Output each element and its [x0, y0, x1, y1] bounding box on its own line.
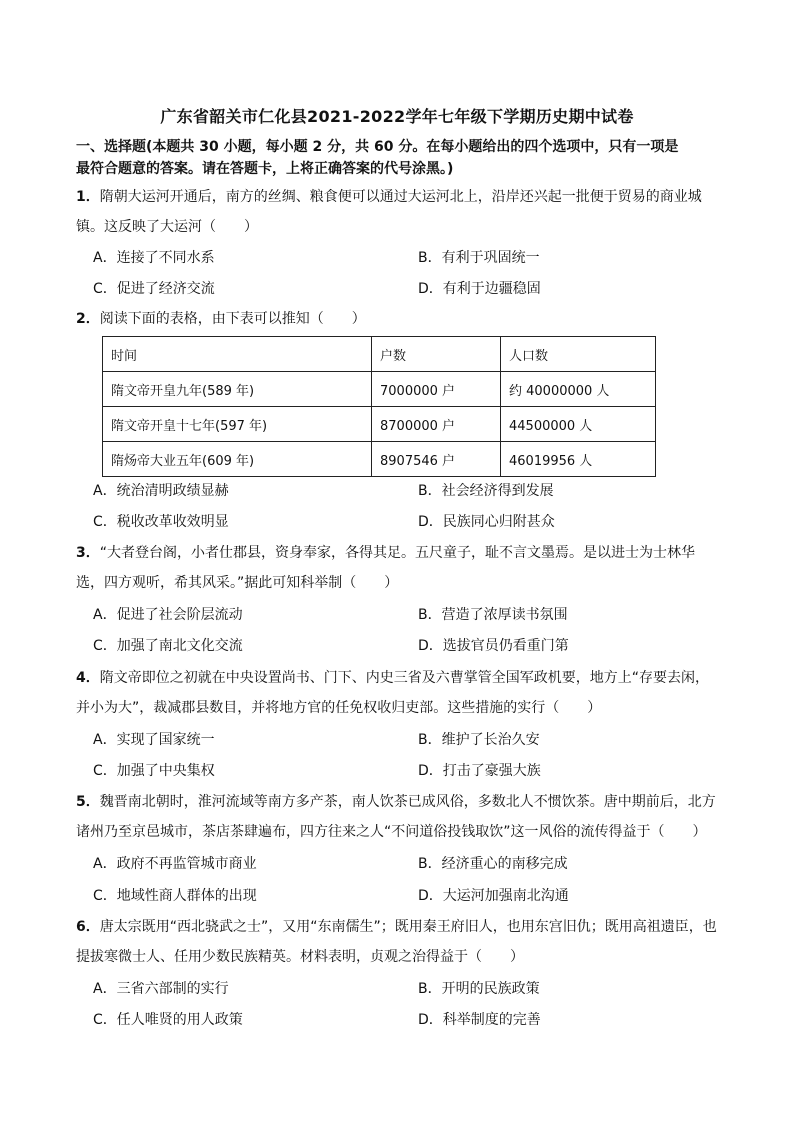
table-row — [103, 372, 656, 407]
question-3 — [76, 538, 756, 598]
table-cell: 8907546 户 — [372, 442, 501, 477]
question-4 — [76, 663, 756, 723]
option-d: D．选拔官员仍看重门第 — [418, 638, 569, 654]
section-instructions-line1: 一、选择题(本题共 30 小题，每小题 2 分，共 60 分。在每小题给出的四个选项中，只有一项是 — [76, 139, 679, 155]
exam-title: 广东省韶关市仁化县2021-2022学年七年级下学期历史期中试卷 — [160, 107, 634, 126]
question-text-cont: 诸州乃至京邑城市，茶店茶肆遍布，四方往来之人“不问道俗投钱取饮”这一风俗的流传得益于（ ） — [76, 824, 707, 840]
question-number: 4． — [76, 670, 100, 686]
question-number: 5． — [76, 794, 100, 810]
option-a: A．三省六部制的实行 — [93, 981, 229, 997]
option-b: B．维护了长治久安 — [418, 732, 540, 748]
table-cell: 44500000 人 — [501, 407, 656, 442]
question-text-cont: 提拔寒微士人、任用少数民族精英。材料表明，贞观之治得益于（ ） — [76, 949, 524, 965]
option-b: B．营造了浓厚读书氛围 — [418, 607, 568, 623]
option-a: A．实现了国家统一 — [93, 732, 215, 748]
option-d: D．大运河加强南北沟通 — [418, 888, 569, 904]
option-a: A．政府不再监管城市商业 — [93, 856, 257, 872]
table-header-row — [103, 337, 656, 372]
option-b: B．开明的民族政策 — [418, 981, 540, 997]
section-instructions — [76, 136, 776, 180]
table-header-cell: 时间 — [103, 337, 372, 372]
option-d: D．科举制度的完善 — [418, 1012, 541, 1028]
table-cell: 隋文帝开皇九年(589 年) — [103, 372, 372, 407]
table-row — [103, 442, 656, 477]
table-cell: 8700000 户 — [372, 407, 501, 442]
option-a: A．统治清明政绩显赫 — [93, 483, 229, 499]
question-2 — [76, 304, 756, 334]
question-number: 2． — [76, 311, 100, 327]
table-cell: 隋文帝开皇十七年(597 年) — [103, 407, 372, 442]
option-c: C．地域性商人群体的出现 — [93, 888, 257, 904]
question-text: 阅读下面的表格，由下表可以推知（ ） — [99, 311, 366, 327]
question-number: 6． — [76, 919, 100, 935]
option-b: B．经济重心的南移完成 — [418, 856, 568, 872]
question-text: 隋朝大运河开通后，南方的丝绸、粮食便可以通过大运河北上，沿岸还兴起一批便于贸易的商业城 — [99, 189, 702, 205]
question-6 — [76, 912, 756, 972]
table-cell: 7000000 户 — [372, 372, 501, 407]
question-text-cont: 选，四方观听，希其风采。”据此可知科举制（ ） — [76, 575, 399, 591]
table-row — [103, 407, 656, 442]
option-c: C．加强了中央集权 — [93, 763, 215, 779]
table-cell: 隋炀帝大业五年(609 年) — [103, 442, 372, 477]
option-b: B．有利于巩固统一 — [418, 250, 540, 266]
option-c: C．促进了经济交流 — [93, 281, 215, 297]
table-cell: 46019956 人 — [501, 442, 656, 477]
question-text: 魏晋南北朝时，淮河流域等南方多产茶，南人饮茶已成风俗，多数北人不惯饮茶。唐中期前后，北方 — [99, 794, 716, 810]
section-instructions-line2: 最符合题意的答案。请在答题卡，上将正确答案的代号涂黑。) — [76, 161, 454, 177]
option-c: C．任人唯贤的用人政策 — [93, 1012, 243, 1028]
question-text: “大者登台阁，小者仕郡县，资身奉家，各得其足。五尺童子，耻不言文墨焉。是以进士为士林华 — [99, 545, 696, 561]
option-a: A．促进了社会阶层流动 — [93, 607, 243, 623]
option-d: D．打击了豪强大族 — [418, 763, 541, 779]
table-cell: 约 40000000 人 — [501, 372, 656, 407]
population-table — [102, 336, 656, 477]
question-text-cont: 镇。这反映了大运河（ ） — [76, 219, 258, 235]
question-number: 1． — [76, 189, 100, 205]
option-c: C．税收改革收效明显 — [93, 514, 229, 530]
option-c: C．加强了南北文化交流 — [93, 638, 243, 654]
option-b: B．社会经济得到发展 — [418, 483, 554, 499]
option-d: D．民族同心归附甚众 — [418, 514, 555, 530]
table-header-cell: 人口数 — [501, 337, 656, 372]
question-5 — [76, 787, 756, 847]
option-d: D．有利于边疆稳固 — [418, 281, 541, 297]
table-header-cell: 户数 — [372, 337, 501, 372]
question-text-cont: 并小为大”，裁减郡县数目，并将地方官的任免权收归吏部。这些措施的实行（ ） — [76, 700, 602, 716]
question-number: 3． — [76, 545, 100, 561]
question-text: 唐太宗既用“西北骁武之士”，又用“东南儒生”；既用秦王府旧人，也用东宫旧仇；既用高祖遗臣，也 — [99, 919, 717, 935]
question-1 — [76, 182, 756, 242]
question-text: 隋文帝即位之初就在中央设置尚书、门下、内史三省及六曹掌管全国军政机要，地方上“存要去闲， — [99, 670, 710, 686]
option-a: A．连接了不同水系 — [93, 250, 215, 266]
